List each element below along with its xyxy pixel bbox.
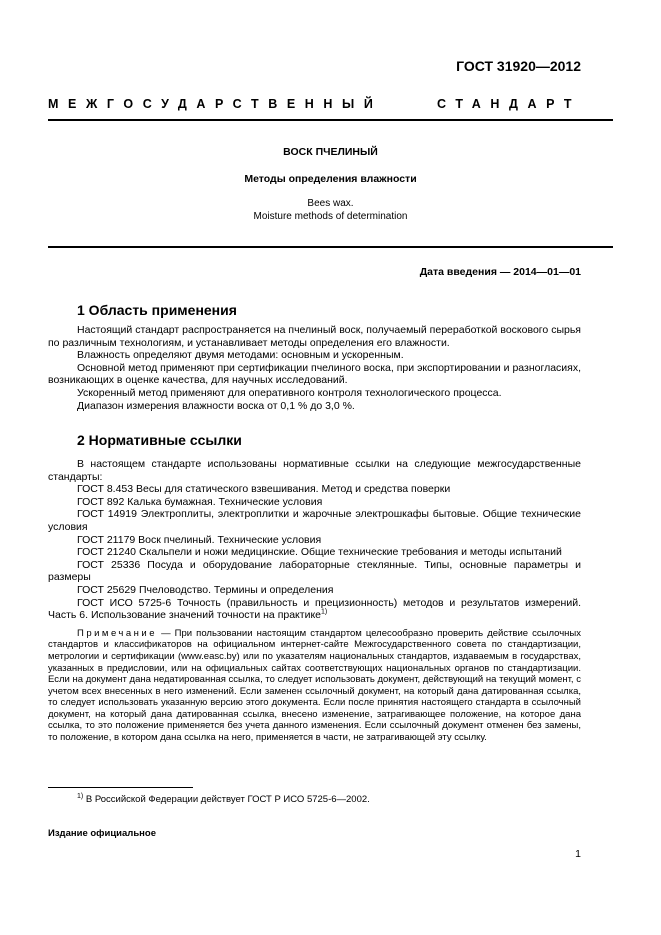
section1-body (48, 324, 581, 412)
document-code: ГОСТ 31920—2012 (456, 58, 581, 74)
section2-body (48, 458, 581, 744)
reference-item: ГОСТ 25629 Пчеловодство. Термины и определения (77, 583, 334, 596)
standard-type-right: СТАНДАРТ (437, 97, 582, 111)
footnote-mark: 1) (321, 608, 328, 616)
note (48, 628, 581, 744)
top-divider (48, 119, 613, 121)
reference-item: ГОСТ 8.453 Весы для статического взвешивания. Метод и средства поверки (77, 483, 451, 496)
reference-text: ГОСТ ИСО 5725-6 Точность (правильность и прецизионность) методов и результатов измерений. Часть 6. Использование значений точности на практике (48, 596, 581, 622)
paragraph: Диапазон измерения влажности воска от 0,1 % до 3,0 %. (77, 399, 355, 412)
reference-item: ГОСТ 25336 Посуда и оборудование лабораторные стеклянные. Типы, основные параметры и размеры (48, 558, 581, 584)
reference-item: ГОСТ 14919 Электроплиты, электроплитки и жарочные электрошкафы бытовые. Общие технические условия (48, 508, 581, 533)
footnote-mark: 1) (77, 792, 84, 800)
paragraph: Настоящий стандарт распространяется на пчелиный воск, получаемый переработкой воскового сырья по различным технологиям, и устанавливает методы определения его влажности. (48, 324, 581, 349)
section2-heading: 2 Нормативные ссылки (77, 432, 242, 448)
note-text: — При пользовании настоящим стандартом целесообразно проверить действие ссылочных стандартов и классификаторов на официальном интернет-сайте Межгосударственного совета по стандартизации, метрологии и сертификации (www.easc.by) или по указателям национальных стандартов, издаваемым в государствах, указанных в предисловии, или на официальных сайтах соответствующих национальных органов по стандартизации. Если на документ дана недатированная ссылка, то следует использовать документ, действующий на текущий момент, с учетом всех внесенных в него изменений. Если заменен ссылочный документ, на который дана датированная ссылка, то следует использовать указанную версию этого документа. Если после принятия настоящего стандарта в ссылочный документ, на который дана датированная ссылка, внесено изменение, затрагивающее положение, на которое дана ссылка, то это положение применяется без учета данного изменения. Если ссылочный документ отменен без замены, то положение, в котором дана ссылка на него, применяется в части, не затрагивающей эту ссылку. (48, 627, 581, 744)
document-title: ВОСК ПЧЕЛИНЫЙ (283, 146, 378, 158)
page-number: 1 (575, 848, 581, 860)
note-label: Примечание (77, 627, 157, 639)
document-subtitle: Методы определения влажности (244, 173, 417, 185)
standard-type-left: МЕЖГОСУДАРСТВЕННЫЙ (48, 97, 383, 111)
paragraph: Ускоренный метод применяют для оперативного контроля технологического процесса. (77, 386, 502, 399)
paragraph: Влажность определяют двумя методами: основным и ускоренным. (77, 349, 404, 362)
english-title-line1: Bees wax. (307, 198, 354, 209)
reference-item (48, 597, 581, 622)
title-divider (48, 246, 613, 248)
reference-item: ГОСТ 21240 Скальпели и ножи медицинские. Общие технические требования и методы испытаний (77, 546, 562, 559)
section1-heading: 1 Область применения (77, 302, 237, 318)
reference-item: ГОСТ 21179 Воск пчелиный. Технические условия (77, 533, 322, 546)
edition-label: Издание официальное (48, 828, 156, 839)
footnote-divider (48, 787, 193, 788)
footnote (77, 794, 370, 805)
footnote-text: В Российской Федерации действует ГОСТ Р ИСО 5725-6—2002. (85, 794, 370, 805)
paragraph: В настоящем стандарте использованы нормативные ссылки на следующие межгосударственные стандарты: (48, 458, 581, 483)
reference-item: ГОСТ 892 Калька бумажная. Технические условия (77, 495, 323, 508)
english-title-line2: Moisture methods of determination (253, 211, 408, 222)
paragraph: Основной метод применяют при сертификации пчелиного воска, при экспортировании и разногласиях, возникающих в оценке качества, для научных исследований. (48, 361, 581, 387)
introduction-date: Дата введения — 2014—01—01 (419, 266, 581, 278)
